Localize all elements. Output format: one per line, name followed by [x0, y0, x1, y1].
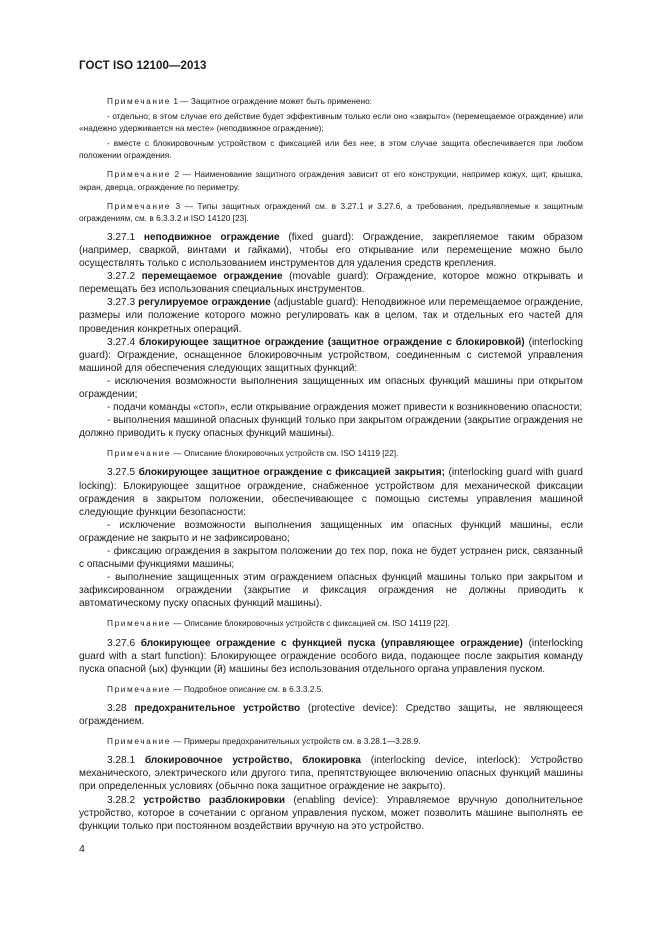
term: блокирующее ограждение с функцией пуска (управляющее ограждение) — [140, 637, 523, 649]
clause-3-28-2: 3.28.2 устройство разблокировки (enabling device): Управляемое вручную дополнительное устройство, которое в сочетании с органом управления пуском, может позволить машине выполнять ее функции только при постоянном воздействии вручную на это устройство. — [79, 794, 583, 832]
clause-3-27-4-item-1: - исключения возможности выполнения защищенных им опасных функций машины при открытом ограждении; — [79, 375, 583, 400]
note-guard-locking: Примечание — Описание блокировочных устройств с фиксацией см. ISO 14119 [22]. — [107, 618, 450, 629]
note-label: Примечание — [107, 736, 172, 747]
clause-3-27-5-item-1: - исключение возможности выполнения защищенных им опасных функций машины, если ограждение не закрыто и не зафиксировано; — [79, 519, 583, 544]
clause-3-28-1: 3.28.1 блокировочное устройство, блокировка (interlocking device, interlock): Устройство механического, электрического или другого типа, препятствующее включению опасных функций машины при определенных условиях (обычно пока защитное ограждение не закрыто). — [79, 755, 584, 793]
term: регулируемое ограждение — [138, 297, 271, 309]
term: блокировочное устройство, блокировка — [144, 755, 362, 767]
note-1-item-2: - вместе с блокировочным устройством с фиксацией или без нее; в этом случае защита обеспечивается при любом положении ограждения. — [79, 138, 583, 161]
clause-3-28: 3.28 предохранительное устройство (protective device): Средство защиты, не являющееся ограждением. — [79, 702, 583, 728]
clause-3-27-2: 3.27.2 перемещаемое ограждение (movable guard): Ограждение, которое можно открывать и перемещать без использования специальных инструментов. — [79, 271, 583, 296]
note-2: Примечание 2 — Наименование защитного ограждения зависит от его конструкции, например кожух, щит, крышка, экран, дверца, ограждение по периметру. — [79, 169, 583, 192]
term: перемещаемое ограждение — [141, 271, 283, 283]
clause-3-27-4: 3.27.4 блокирующее защитное ограждение (защитное ограждение с блокировкой) (interlocking guard): Ограждение, оснащенное блокировочным устройством, соединенным с системой управления машиной для обеспечения следующих защитных функций: — [79, 336, 583, 374]
note-interlock: Примечание — Описание блокировочных устройств см. ISO 14119 [22]. — [107, 448, 399, 459]
note-label: Примечание — [107, 683, 172, 694]
term: устройство разблокировки — [143, 794, 286, 806]
term: блокирующее защитное ограждение (защитное ограждение с блокировкой) — [139, 336, 525, 348]
note-protective-devices: Примечание — Примеры предохранительных устройств см. в 3.28.1—3.28.9. — [107, 736, 421, 747]
clause-3-27-4-item-2: - подачи команды «стоп», если открывание ограждения может привести к возникновению опасности; — [107, 402, 583, 414]
clause-3-27-5: 3.27.5 блокирующее защитное ограждение с фиксацией закрытия; (interlocking guard with guard locking): Блокирующее защитное ограждение, снабженное устройством для механической фиксации ограждения в закрытом положении, обеспечивающее с помощью системы управления машиной следующие функции безопасности: — [79, 467, 583, 518]
clause-3-27-3: 3.27.3 регулируемое ограждение (adjustable guard): Неподвижное или перемещаемое ограждение, размеры или положение которого можно регулировать как в целом, так и отдельных его частей для проведения конкретных операций. — [79, 297, 583, 335]
clause-3-27-4-item-3: - выполнения машиной опасных функций только при закрытом ограждении (закрытие ограждения не должно приводить к пуску опасных функций машины). — [79, 415, 583, 440]
term: предохранительное устройство — [134, 702, 301, 714]
term: неподвижное ограждение — [143, 231, 280, 243]
note-1-lead: Примечание 1 — Защитное ограждение может быть применено: — [107, 96, 372, 106]
note-label: Примечание — [107, 200, 172, 211]
note-label: Примечание — [107, 96, 172, 106]
document-header: ГОСТ ISO 12100—2013 — [79, 60, 207, 72]
term: блокирующее защитное ограждение с фиксацией закрытия; — [138, 467, 445, 479]
note-label: Примечание — [107, 169, 172, 180]
page-content — [79, 95, 583, 833]
clause-3-27-5-item-2: - фиксацию ограждения в закрытом положении до тех пор, пока не будет устранен риск, связанный с опасными функциями машины; — [79, 546, 583, 571]
clause-3-27-6: 3.27.6 блокирующее ограждение с функцией пуска (управляющее ограждение) (interlocking guard with a start function): Блокирующее ограждение особого вида, подающее после закрытия команду пуска опасной (ых) функции (й) машины без использования отдельного органа управления пуском. — [79, 637, 583, 675]
clause-3-27-1: 3.27.1 неподвижное ограждение (fixed guard): Ограждение, закрепляемое таким образом (например, сваркой, винтами и гайками), чтобы его открывание или перемещение можно было осуществлять только с использованием инструментов для удаления средств крепления. — [79, 231, 583, 270]
clause-3-27-5-item-3: - выполнение защищенных этим ограждением опасных функций машины только при закрытом и зафиксированном ограждении (закрытие и фиксация ограждения не должны приводить к автоматическому пуску опасных функций машины). — [79, 572, 583, 610]
page-number: 4 — [79, 843, 85, 855]
note-label: Примечание — [107, 618, 172, 629]
note-1-item-1: - отдельно; в этом случае его действие будет эффективным только если оно «закрыто» (перемещаемое ограждение) или «надежно удерживается на месте» (неподвижное ограждение); — [79, 111, 583, 134]
note-label: Примечание — [107, 448, 172, 459]
note-start-function: Примечание — Подробное описание см. в 6.3.3.2.5. — [107, 683, 324, 694]
note-3: Примечание 3 — Типы защитных ограждений см. в 3.27.1 и 3.27.6, а требования, предъявляемые к защитным ограждениям, см. в 6.3.3.2 и ISO 14120 [23]. — [79, 200, 583, 223]
